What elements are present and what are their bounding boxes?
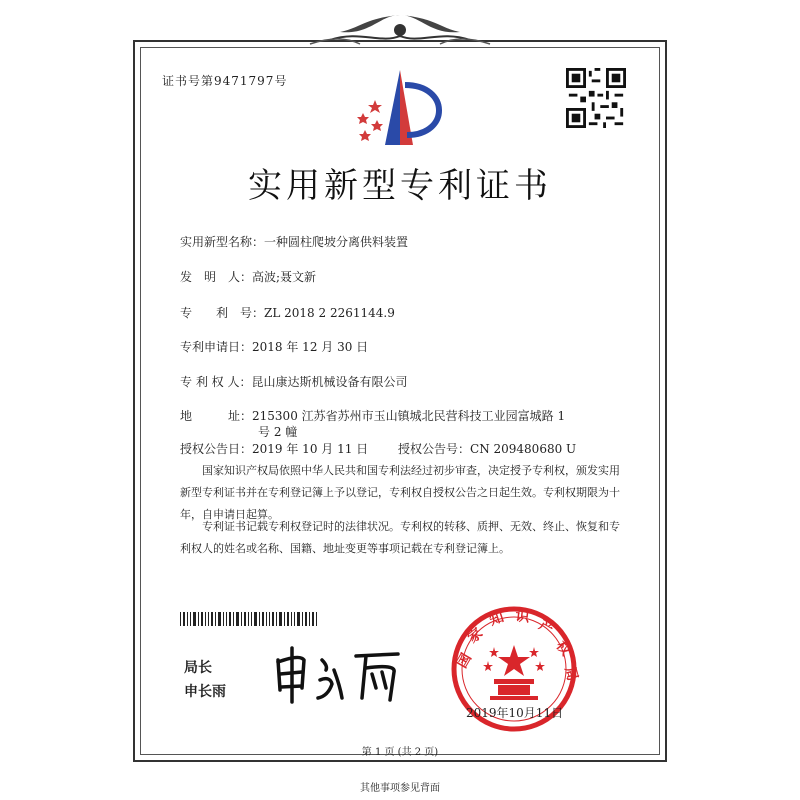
field-address [180, 407, 565, 424]
field-label: 授权公告号： [398, 442, 471, 456]
field-label: 专利申请日： [180, 340, 253, 354]
qr-code-icon [566, 68, 626, 128]
field-inventor [180, 268, 316, 285]
field-grant-date [180, 440, 368, 457]
certificate-title: 实用新型专利证书 [248, 166, 552, 206]
field-label: 地 址： [180, 409, 253, 423]
field-value: 2018 年 12 月 30 日 [252, 340, 369, 354]
field-value: 高波;聂文新 [252, 270, 317, 284]
field-label: 发 明 人： [180, 270, 253, 284]
svg-text:知: 知 [487, 609, 506, 629]
field-patent-number [180, 304, 395, 321]
director-name: 申长雨 [184, 684, 226, 700]
barcode-icon [180, 612, 320, 626]
svg-text:家: 家 [464, 625, 486, 647]
field-address-continued [258, 423, 297, 440]
field-value: 2019 年 10 月 11 日 [252, 442, 369, 456]
field-label: 授权公告日： [180, 442, 253, 456]
certificate-number: 证书号第9471797号 [162, 74, 288, 88]
svg-text:权: 权 [552, 638, 574, 659]
seal-date: 2019年10月11日 [466, 706, 564, 720]
field-value: 号 2 幢 [258, 425, 298, 439]
field-value: ZL 2018 2 2261144.9 [264, 306, 395, 320]
field-label: 实用新型名称： [180, 235, 265, 249]
page-number: 第 1 页 (共 2 页) [361, 747, 439, 758]
field-value: 215300 江苏省苏州市玉山镇城北民营科技工业园富城路 1 [252, 409, 566, 423]
field-value: CN 209480680 U [470, 442, 577, 456]
svg-text:产: 产 [535, 617, 557, 638]
field-value: 一种圆柱爬坡分离供料装置 [264, 235, 409, 249]
svg-text:局: 局 [561, 665, 581, 683]
field-application-date [180, 338, 368, 355]
svg-text:国: 国 [454, 650, 475, 672]
field-value: 昆山康达斯机械设备有限公司 [251, 375, 408, 389]
grant-statement: 国家知识产权局依照中华人民共和国专利法经过初步审查，决定授予专利权，颁发实用新型专利证书并在专利登记簿上予以登记，专利权自授权公告之日起生效。专利权期限为十年，自申请日起算。 [180, 464, 620, 521]
svg-text:识: 识 [514, 608, 531, 626]
legal-status-statement: 专利证书记载专利权登记时的法律状况。专利权的转移、质押、无效、终止、恢复和专利权人的姓名或名称、国籍、地址变更等事项记载在专利登记簿上。 [180, 520, 620, 555]
director-signature-icon [270, 640, 405, 710]
footer-note: 其他事项参见背面 [360, 783, 440, 794]
director-title: 局长 [184, 660, 212, 676]
field-label: 专 利 号： [180, 306, 265, 320]
field-label: 专 利 权 人： [180, 375, 252, 389]
field-grant-number [398, 440, 576, 457]
top-ornament-icon [300, 10, 500, 50]
field-utility-model-name [180, 233, 408, 250]
cnipa-logo-icon [345, 65, 455, 150]
field-patentee [180, 373, 407, 390]
